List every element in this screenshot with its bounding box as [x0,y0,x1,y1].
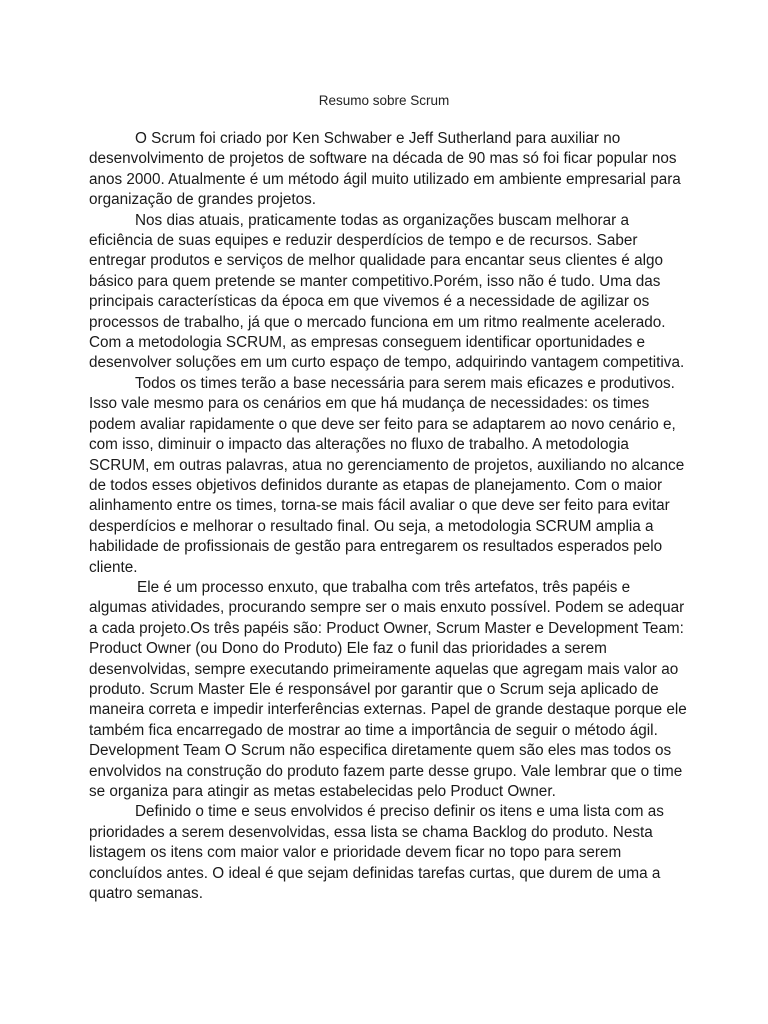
document-title: Resumo sobre Scrum [318,93,450,108]
paragraph-3: Todos os times terão a base necessária para serem mais eficazes e produtivos. Isso vale mesmo para os cenários em que há mudança de necessidades: os times podem avaliar rapidamente o que deve ser feito para se adaptarem ao novo cenário e, com isso, diminuir o impacto das alterações no fluxo de trabalho. A metodologia SCRUM, em outras palavras, atua no gerenciamento de projetos, auxiliando no alcance de todos esses objetivos definidos durante as etapas de planejamento. Com o maior alinhamento entre os times, torna-se mais fácil avaliar o que deve ser feito para evitar desperdícios e melhorar o resultado final. Ou seja, a metodologia SCRUM amplia a habilidade de profissionais de gestão para entregarem os resultados esperados pelo cliente. [89,374,685,576]
document-body [89,129,689,904]
paragraph-5: Definido o time e seus envolvidos é preciso definir os itens e uma lista com as prioridades a serem desenvolvidas, essa lista se chama Backlog do produto. Nesta listagem os itens com maior valor e prioridade devem ficar no topo para serem concluídos antes. O ideal é que sejam definidas tarefas curtas, que durem de uma a quatro semanas. [89,803,664,903]
paragraph-2: Nos dias atuais, praticamente todas as organizações buscam melhorar a eficiência de suas equipes e reduzir desperdícios de tempo e de recursos. Saber entregar produtos e serviços de melhor qualidade para encantar seus clientes é algo básico para quem pretende se manter competitivo.Porém, isso não é tudo. Uma das principais características da época em que vivemos é a necessidade de agilizar os processos de trabalho, já que o mercado funciona em um ritmo realmente acelerado. Com a metodologia SCRUM, as empresas conseguem identificar oportunidades e desenvolver soluções em um curto espaço de tempo, adquirindo vantagem competitiva. [89,211,685,372]
paragraph-4: Ele é um processo enxuto, que trabalha com três artefatos, três papéis e algumas atividades, procurando sempre ser o mais enxuto possível. Podem se adequar a cada projeto.Os três papéis são: Product Owner, Scrum Master e Development Team: Product Owner (ou Dono do Produto) Ele faz o funil das prioridades a serem desenvolvidas, sempre executando primeiramente aquelas que agregam mais valor ao produto. Scrum Master Ele é responsável por garantir que o Scrum seja aplicado de maneira correta e impedir interferências externas. Papel de grande destaque porque ele também fica encarregado de mostrar ao time a importância de seguir o método ágil. Development Team O Scrum não especifica diretamente quem são eles mas todos os envolvidos na construção do produto fazem parte desse grupo. Vale lembrar que o time se organiza para atingir as metas estabelecidas pelo Product Owner. [89,578,687,800]
paragraph-1: O Scrum foi criado por Ken Schwaber e Jeff Sutherland para auxiliar no desenvolvimento de projetos de software na década de 90 mas só foi ficar popular nos anos 2000. Atualmente é um método ágil muito utilizado em ambiente empresarial para organização de grandes projetos. [89,130,681,209]
